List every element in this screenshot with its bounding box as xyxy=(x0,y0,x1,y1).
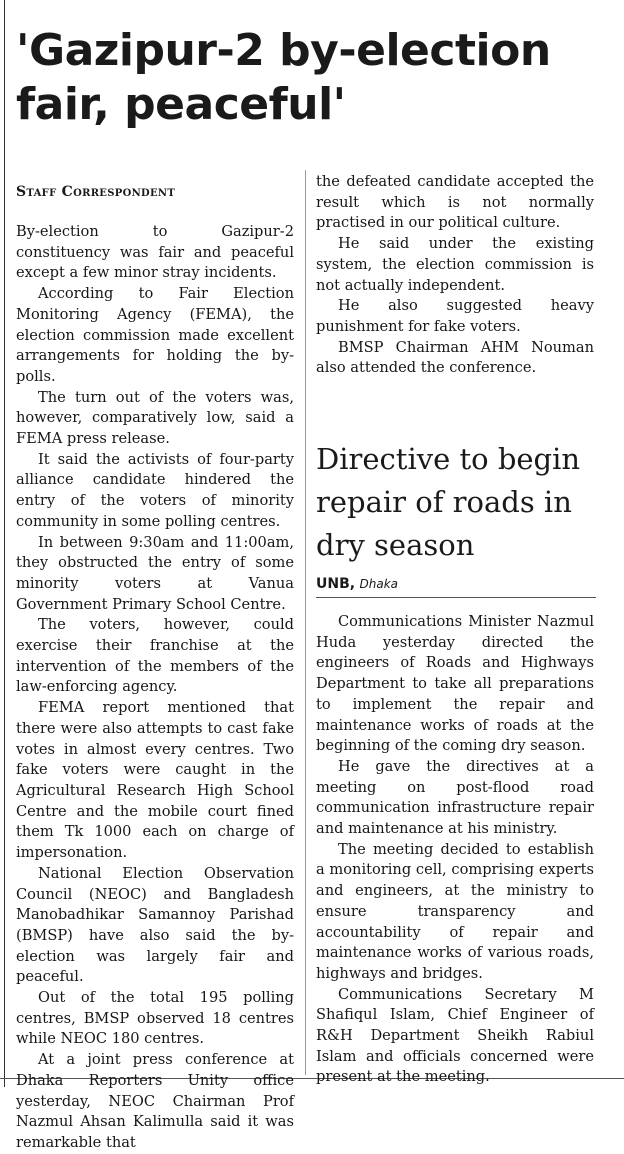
paragraph: He also suggested heavy punishment for fake voters. xyxy=(316,297,594,335)
paragraph: In between 9:30am and 11:00am, they obstructed the entry of some minority voters at Vanua Government Primary School Centre. xyxy=(16,533,294,613)
article1-headline: 'Gazipur-2 by-election fair, peaceful' xyxy=(16,25,551,130)
paragraph: the defeated candidate accepted the result which is not normally practised in our political culture. xyxy=(316,173,594,232)
paragraph: Communications Secretary M Shafiqul Islam, Chief Engineer of R&H Department Sheikh Rabiul Islam and officials concerned were present at the meeting. xyxy=(316,985,594,1086)
paragraph: BMSP Chairman AHM Nouman also attended the conference. xyxy=(316,338,594,377)
article2-headline: Directive to begin repair of roads in dry season xyxy=(316,442,581,562)
left-border-rule xyxy=(4,0,5,1087)
article2-agency: UNB, xyxy=(316,576,356,592)
paragraph: He said under the existing system, the election commission is not actually independent. xyxy=(316,235,594,294)
article1-column-2 xyxy=(316,172,594,379)
column-divider xyxy=(305,170,306,1075)
article1-column-1 xyxy=(16,222,294,1154)
article2-location: Dhaka xyxy=(359,577,399,591)
paragraph: The voters, however, could exercise their franchise at the intervention of the members of the law-enforcing agency. xyxy=(16,616,294,696)
paragraph: Out of the total 195 polling centres, BMSP observed 18 centres while NEOC 180 centres. xyxy=(16,989,294,1048)
article2-body xyxy=(316,612,594,1088)
paragraph: FEMA report mentioned that there were also attempts to cast fake votes in almost every centres. Two fake voters were caught in the Agricultural Research High School Centre and the mobile court fined them Tk 1000 each on charge of impersonation. xyxy=(16,699,294,862)
paragraph: National Election Observation Council (NEOC) and Bangladesh Manobadhikar Samannoy Parishad (BMSP) have also said the by-election was largely fair and peaceful. xyxy=(16,864,294,986)
paragraph: The meeting decided to establish a monitoring cell, comprising experts and engineers, at the ministry to ensure transparency and accountability of repair and maintenance works of various roads, highways and bridges. xyxy=(316,840,594,982)
article1-byline: Staff Correspondent xyxy=(16,184,176,200)
paragraph: By-election to Gazipur-2 constituency was fair and peaceful except a few minor stray incidents. xyxy=(16,223,294,282)
paragraph: According to Fair Election Monitoring Agency (FEMA), the election commission made excellent arrangements for holding the by-polls. xyxy=(16,285,294,385)
paragraph: The turn out of the voters was, however, comparatively low, said a FEMA press release. xyxy=(16,388,294,448)
paragraph: At a joint press conference at Dhaka Reporters Unity office yesterday, NEOC Chairman Prof Nazmul Ahsan Kalimulla said it was remarkable that xyxy=(16,1051,294,1151)
paragraph: Communications Minister Nazmul Huda yesterday directed the engineers of Roads and Highways Department to take all preparations to implement the repair and maintenance works of roads at the beginning of the coming dry season. xyxy=(316,613,594,755)
article2-byline xyxy=(316,576,596,598)
paragraph: He gave the directives at a meeting on post-flood road communication infrastructure repair and maintenance at his ministry. xyxy=(316,757,594,838)
paragraph: It said the activists of four-party alliance candidate hindered the entry of the voters of minority community in some polling centres. xyxy=(16,450,294,530)
